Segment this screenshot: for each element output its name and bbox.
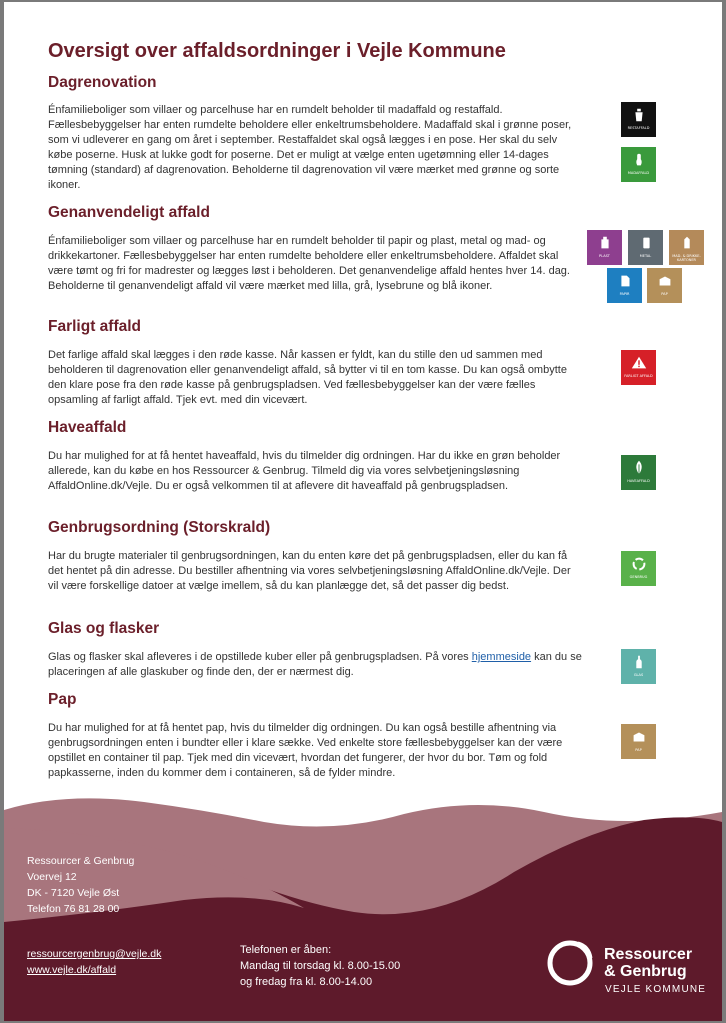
section-heading-pap: Pap <box>48 691 77 708</box>
section-heading-dagrenovation: Dagrenovation <box>48 74 157 91</box>
document-page <box>4 2 722 1021</box>
logo-text: Ressourcer & Genbrug <box>604 946 693 980</box>
section-heading-genanvendeligt: Genanvendeligt affald <box>48 204 210 221</box>
haveaffald-icon: HAVEAFFALD <box>621 455 656 490</box>
section-heading-glas: Glas og flasker <box>48 620 160 637</box>
section-text-dagrenovation: Énfamilieboliger som villaer og parcelhuse har en rumdelt beholder til madaffald og restaffald. Fællesbebyggelser har enten rumdelte beholdere eller enkeltrumsbeholdere. Madaffald skal i grønne poser, som vi udleverer en gang om året i september. Restaffaldet skal også lægges i en pose. Her skal du selv købe poserne. Husk at lukke godt for poserne. Det er muligt at vælge enten ugetømning eller 14-dages tømning (standard) af dagrenovation. Beholderne til dagrenovation vil være mærket med grønne og sorte ikoner. <box>48 104 572 191</box>
logo-icon <box>545 938 595 988</box>
restaffald-icon: RESTAFFALD <box>621 102 656 137</box>
section-heading-genbrugsordning: Genbrugsordning (Storskrald) <box>48 519 271 536</box>
plast-icon: PLAST <box>587 230 622 265</box>
section-text-farligt: Det farlige affald skal lægges i den røde kasse. Når kassen er fyldt, kan du stille den ud sammen med beholderen til dagrenovation eller genanvendeligt affald, så bytter vi til en tom kasse. Du kan også ombytte den klare pose fra den røde kasse på genbrugspladsen. Ved fællesbebyggelser kan der være fælles opsamling af farligt affald. Tjek evt. med din vicevært. <box>48 349 567 406</box>
genbrug-icon: GENBRUG <box>621 551 656 586</box>
email-link[interactable]: ressourcergenbrug@vejle.dk <box>27 948 162 960</box>
section-text-haveaffald: Du har mulighed for at få hentet haveaffald, hvis du tilmelder dig ordningen. Har du ikke en grøn beholder allerede, kan du købe en hos Ressourcer & Genbrug. Tilmeld dig via vores selvbetjeningsløsning AffaldOnline.dk/Vejle. Du er også velkommen til at aflevere dit haveaffald på genbrugspladsen. <box>48 450 561 492</box>
logo-subtitle: VEJLE KOMMUNE <box>605 984 707 995</box>
papir-icon: PAPIR <box>607 268 642 303</box>
footer-address: Ressourcer & Genbrug Voervej 12 DK - 7120 Vejle Øst Telefon 76 81 28 00 <box>27 855 135 915</box>
section-heading-haveaffald: Haveaffald <box>48 419 127 436</box>
kartoner-icon: MAD- & DRIKKE-KARTONER <box>669 230 704 265</box>
section-text-genbrugsordning: Har du brugte materialer til genbrugsordningen, kan du enten køre det på genbrugspladsen, eller du kan få det hentet på din adresse. Du bestiller afhentning via vores selvbetjeningsløsning AffaldOnline.dk/Vejle. Der vil være forskellige datoer at vælge imellem, så du kan planlægge det, så det passer dig bedst. <box>48 550 571 592</box>
footer-links <box>27 946 161 978</box>
footer-phone-hours: Telefonen er åben: Mandag til torsdag kl. 8.00-15.00 og fredag fra kl. 8.00-14.00 <box>240 944 401 988</box>
web-link[interactable]: www.vejle.dk/affald <box>27 964 117 976</box>
farligt-affald-icon: FARLIGT AFFALD <box>621 350 656 385</box>
madaffald-icon: MADAFFALD <box>621 147 656 182</box>
section-text-genanvendeligt: Énfamilieboliger som villaer og parcelhuse har en rumdelt beholder til papir og plast, metal og mad- og drikkekartoner. Fællesbebyggelser har enten rumdelte beholdere eller enkeltrumsbeholdere. Affaldet skal være tømt og fri for madrester og lægges løst i beholderen. Det genanvendelige affald hentes hver 14. dag. Beholderne til genanvendeligt affald vil være mærket med lilla, grå, lysebrune og blå ikoner. <box>48 235 570 292</box>
hjemmeside-link[interactable]: hjemmeside <box>471 651 532 663</box>
glas-icon: GLAS <box>621 649 656 684</box>
section-text-glas: Glas og flasker skal afleveres i de opstillede kuber eller på genbrugspladsen. På vores hjemmeside kan du se placeringen af alle glaskuber og finde den, der er nærmest dig. <box>48 651 582 678</box>
page-title: Oversigt over affaldsordninger i Vejle Kommune <box>48 40 506 62</box>
pap-icon-2: PAP <box>621 724 656 759</box>
section-heading-farligt: Farligt affald <box>48 318 142 335</box>
pap-icon: PAP <box>647 268 682 303</box>
section-text-pap: Du har mulighed for at få hentet pap, hvis du tilmelder dig ordningen. Du kan også bestille afhentning via genbrugsordningen enten i bundter eller i klare sække. Ved enkelte store fællesbebyggelser kan der være opstillet en container til pap. Tjek med din vicevært, hvordan det fungerer, der hvor du bor. Tøm og fold papkasserne, inden du kommer dem i containeren, så de fylder mindre. <box>48 722 563 779</box>
metal-icon: METAL <box>628 230 663 265</box>
